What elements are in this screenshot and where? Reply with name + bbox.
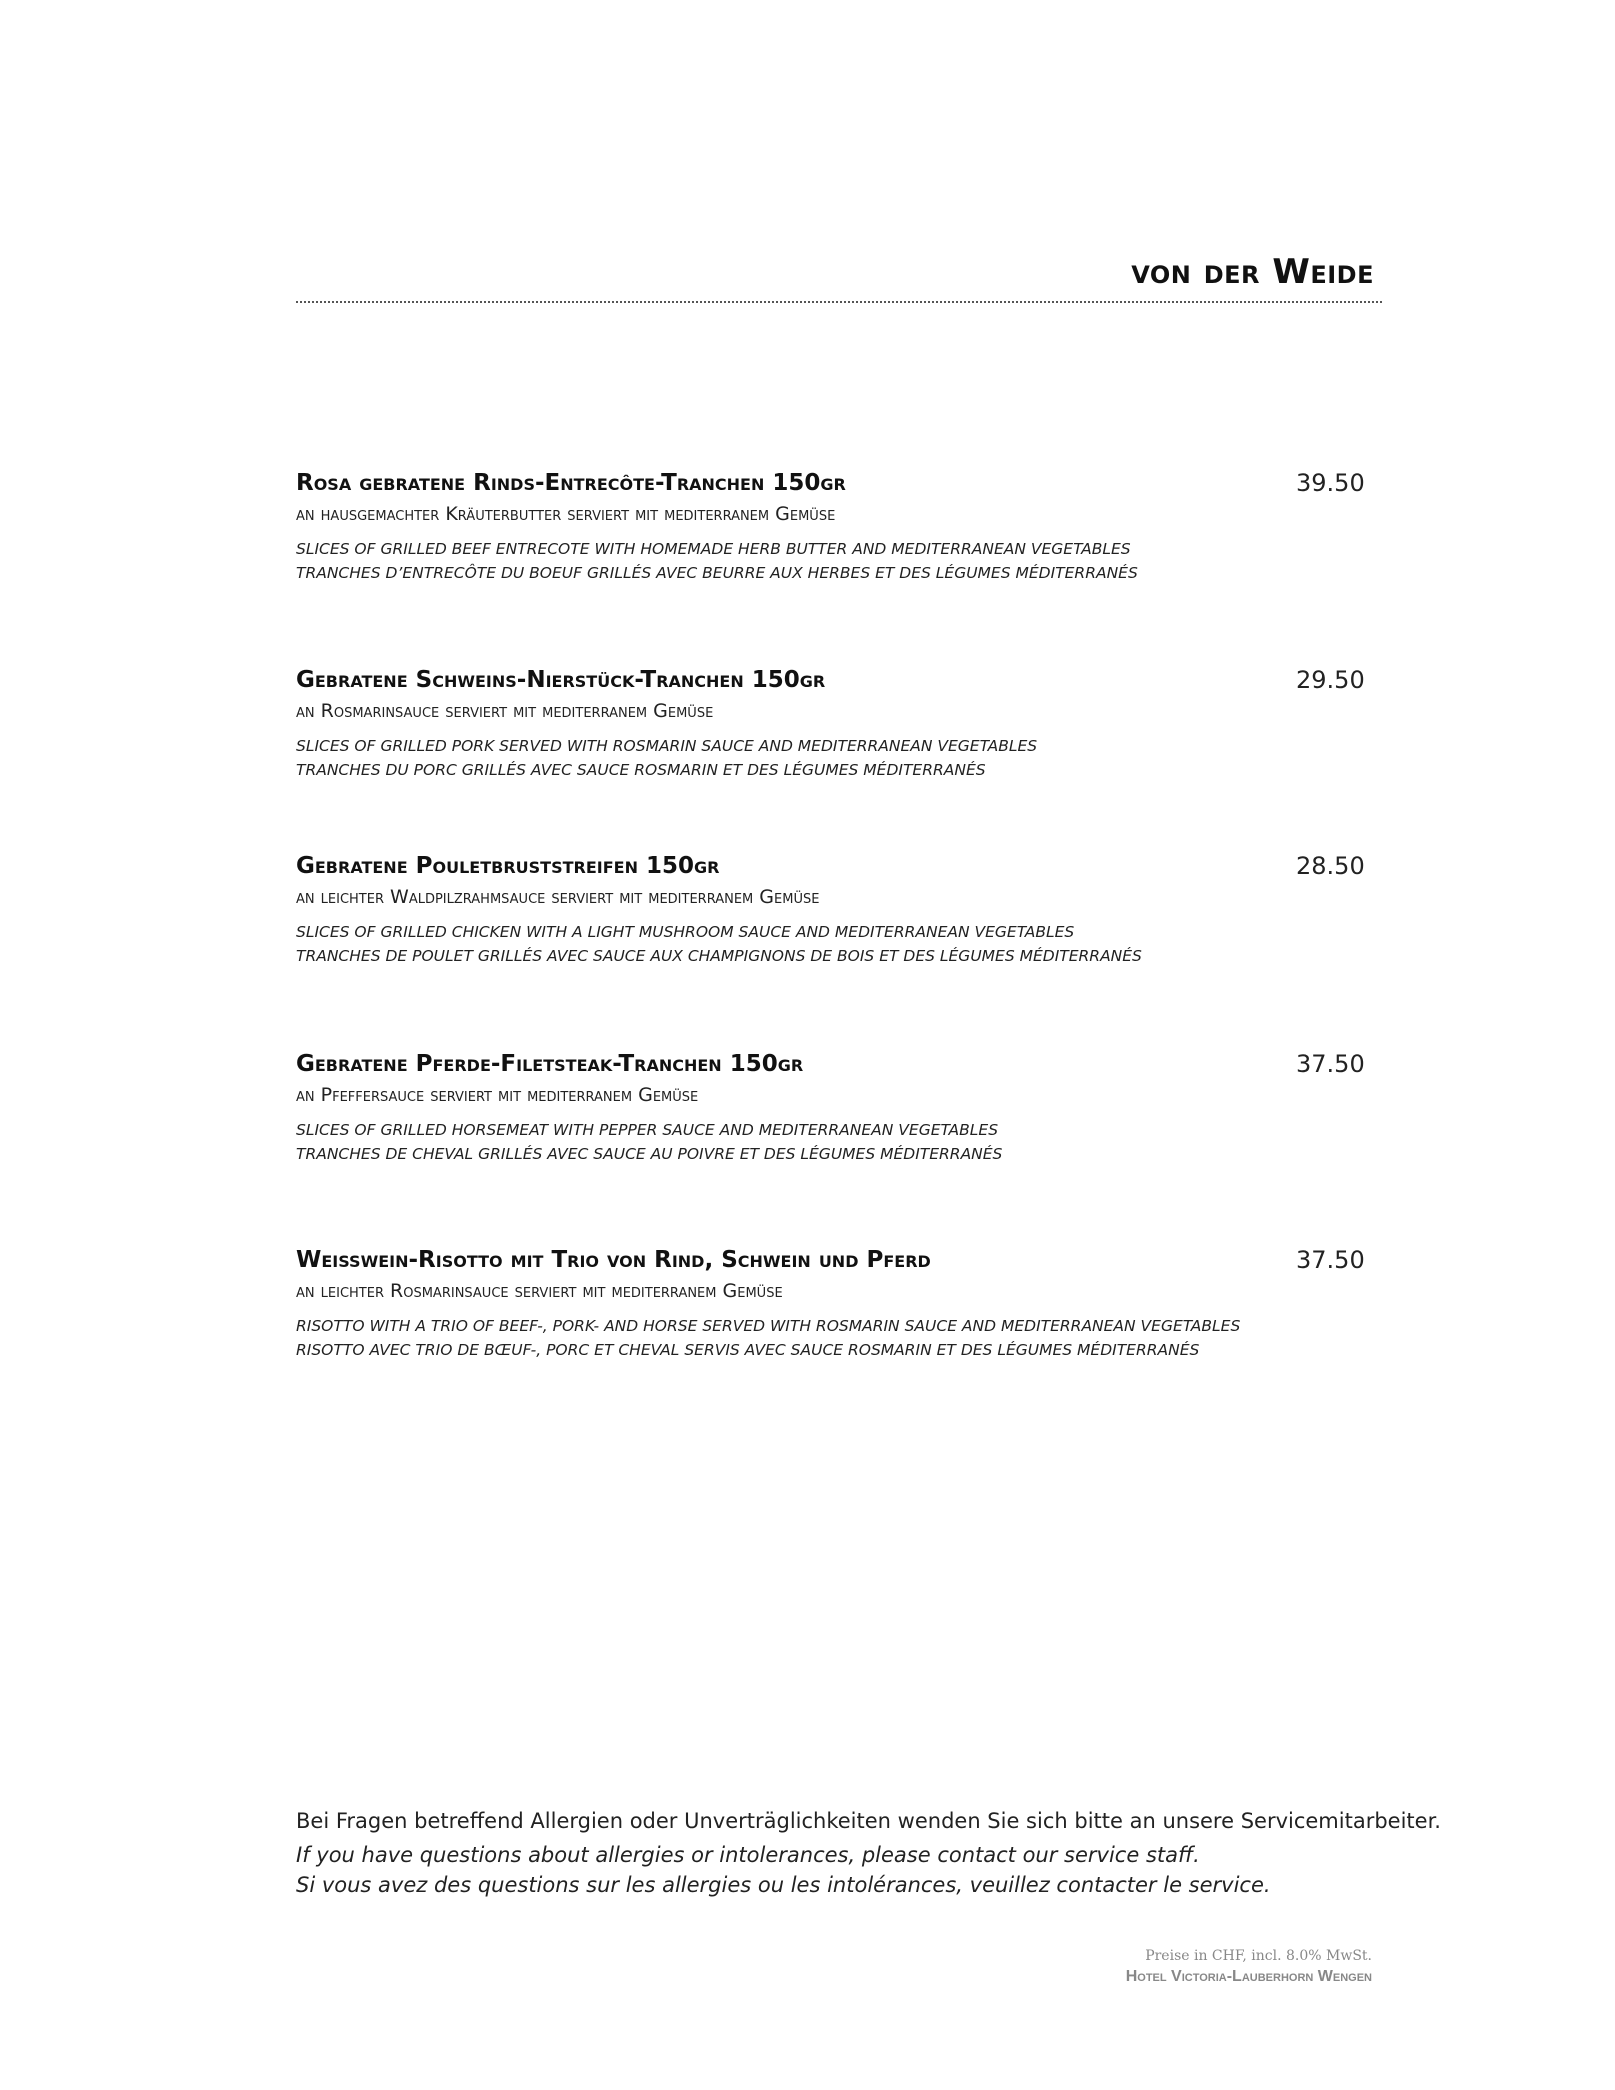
dish-english: RISOTTO WITH A TRIO OF BEEF-, PORK- AND HORSE SERVED WITH ROSMARIN SAUCE AND MEDITERRANEAN VEGETABLES	[296, 1317, 1241, 1335]
dish-name: Gebratene Schweins-Nierstück-Tranchen 150gr	[296, 667, 826, 693]
dish-description: an leichter Waldpilzrahmsauce serviert mit mediterranem Gemüse	[296, 886, 820, 908]
dish-price: 39.50	[1296, 469, 1365, 497]
menu-item	[296, 851, 1376, 968]
dish-description: an Pfeffersauce serviert mit mediterranem Gemüse	[296, 1084, 699, 1106]
menu-item	[296, 468, 1376, 585]
dish-english: SLICES OF GRILLED BEEF ENTRECOTE WITH HOMEMADE HERB BUTTER AND MEDITERRANEAN VEGETABLES	[296, 540, 1131, 558]
dish-description: an leichter Rosmarinsauce serviert mit mediterranem Gemüse	[296, 1280, 783, 1302]
menu-item	[296, 665, 1376, 782]
dish-french: TRANCHES DU PORC GRILLÉS AVEC SAUCE ROSMARIN ET DES LÉGUMES MÉDITERRANÉS	[296, 761, 986, 779]
dish-french: RISOTTO AVEC TRIO DE BŒUF-, PORC ET CHEVAL SERVIS AVEC SAUCE ROSMARIN ET DES LÉGUMES MÉDITERRANÉS	[296, 1341, 1200, 1359]
dish-name: Rosa gebratene Rinds-Entrecôte-Tranchen 150gr	[296, 470, 846, 496]
allergy-notice-german: Bei Fragen betreffend Allergien oder Unverträglichkeiten wenden Sie sich bitte an unsere Servicemitarbeiter.	[296, 1809, 1441, 1833]
dish-name: Gebratene Pouletbruststreifen 150gr	[296, 853, 720, 879]
dish-french: TRANCHES DE POULET GRILLÉS AVEC SAUCE AUX CHAMPIGNONS DE BOIS ET DES LÉGUMES MÉDITERRANÉS	[296, 947, 1142, 965]
section-divider	[296, 301, 1382, 303]
dish-french: TRANCHES DE CHEVAL GRILLÉS AVEC SAUCE AU POIVRE ET DES LÉGUMES MÉDITERRANÉS	[296, 1145, 1003, 1163]
section-title: von der Weide	[1131, 252, 1374, 292]
dish-description: an Rosmarinsauce serviert mit mediterranem Gemüse	[296, 700, 714, 722]
allergy-notice	[296, 1806, 1441, 1900]
dish-name: Gebratene Pferde-Filetsteak-Tranchen 150gr	[296, 1051, 804, 1077]
menu-item	[296, 1049, 1376, 1166]
hotel-name: Hotel Victoria-Lauberhorn Wengen	[1125, 1968, 1372, 1985]
dish-price: 28.50	[1296, 852, 1365, 880]
price-note: Preise in CHF, incl. 8.0% MwSt.	[1145, 1948, 1372, 1964]
dish-name: Weisswein-Risotto mit Trio von Rind, Schwein und Pferd	[296, 1247, 931, 1273]
menu-item	[296, 1245, 1376, 1362]
dish-price: 37.50	[1296, 1050, 1365, 1078]
allergy-notice-french: Si vous avez des questions sur les allergies ou les intolérances, veuillez contacter le service.	[296, 1873, 1271, 1897]
dish-english: SLICES OF GRILLED CHICKEN WITH A LIGHT MUSHROOM SAUCE AND MEDITERRANEAN VEGETABLES	[296, 923, 1075, 941]
dish-price: 29.50	[1296, 666, 1365, 694]
allergy-notice-english: If you have questions about allergies or intolerances, please contact our service staff.	[296, 1843, 1200, 1867]
dish-description: an hausgemachter Kräuterbutter serviert mit mediterranem Gemüse	[296, 503, 836, 525]
dish-french: TRANCHES D’ENTRECÔTE DU BOEUF GRILLÉS AVEC BEURRE AUX HERBES ET DES LÉGUMES MÉDITERRANÉS	[296, 564, 1138, 582]
dish-english: SLICES OF GRILLED HORSEMEAT WITH PEPPER SAUCE AND MEDITERRANEAN VEGETABLES	[296, 1121, 999, 1139]
dish-english: SLICES OF GRILLED PORK SERVED WITH ROSMARIN SAUCE AND MEDITERRANEAN VEGETABLES	[296, 737, 1038, 755]
dish-price: 37.50	[1296, 1246, 1365, 1274]
